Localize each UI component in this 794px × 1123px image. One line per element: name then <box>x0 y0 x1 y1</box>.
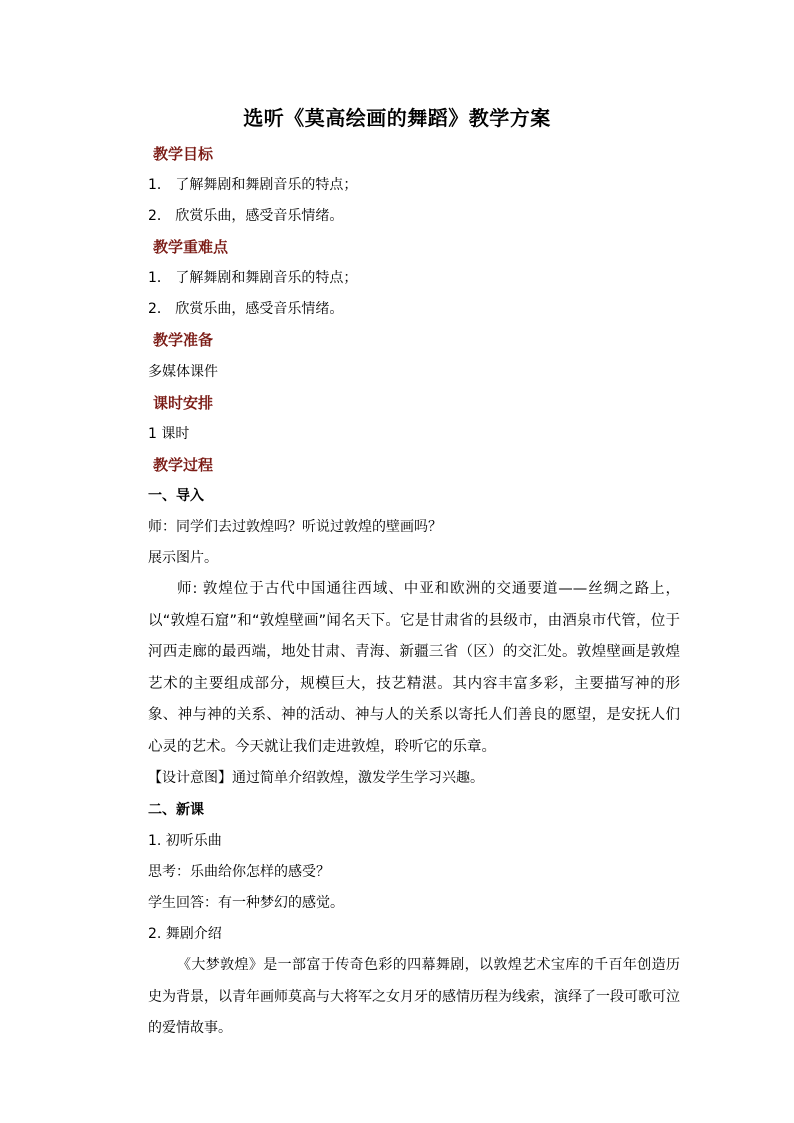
goal-item-1: 1． 了解舞剧和舞剧音乐的特点； <box>148 177 358 193</box>
heading-keypoints: 教学重难点 <box>153 238 229 256</box>
intro-subheading: 一、导入 <box>148 488 204 504</box>
intro-question: 师：同学们去过敦煌吗？听说过敦煌的壁画吗？ <box>148 519 442 535</box>
heading-prep: 教学准备 <box>153 331 214 349</box>
dance-intro-paragraph: 《大梦敦煌》是一部富于传奇色彩的四幕舞剧，以敦煌艺术宝库的千百年创造历史为背景，以青年画师莫高与大将军之女月牙的感情历程为线索，演绎了一段可歌可泣的爱情故事。 <box>148 957 680 1036</box>
section-first-listen: 1. 初听乐曲 <box>148 833 222 849</box>
heading-goals: 教学目标 <box>153 145 214 163</box>
newlesson-subheading: 二、新课 <box>148 802 204 818</box>
document-title: 选听《莫高绘画的舞蹈》教学方案 <box>243 106 551 130</box>
schedule-text: 1 课时 <box>148 426 190 442</box>
keypoint-item-1: 1． 了解舞剧和舞剧音乐的特点； <box>148 270 358 286</box>
keypoint-item-2: 2． 欣赏乐曲，感受音乐情绪。 <box>148 301 344 317</box>
design-intent: 【设计意图】通过简单介绍敦煌，激发学生学习兴趣。 <box>148 770 484 786</box>
section-dance-intro: 2. 舞剧介绍 <box>148 926 222 942</box>
heading-process: 教学过程 <box>153 456 214 474</box>
intro-paragraph: 师: 敦煌位于古代中国通往西域、中亚和欧洲的交通要道——丝绸之路上，以“敦煌石窟”和“敦煌壁画”闻名天下。它是甘肃省的县级市，由酒泉市代管，位于河西走廊的最西端，地处甘肃、青海、新疆三省（区）的交汇处。敦煌壁画是敦煌艺术的主要组成部分，规模巨大，技艺精湛。其内容丰富多彩，主要描写神的形象、神与神的关系、神的活动、神与人的关系以寄托人们善良的愿望，是安抚人们心灵的艺术。今天就让我们走进敦煌，聆听它的乐章。 <box>148 581 680 755</box>
student-answer: 学生回答：有一种梦幻的感觉。 <box>148 895 344 911</box>
heading-schedule: 课时安排 <box>153 394 214 412</box>
think-question: 思考：乐曲给你怎样的感受？ <box>148 864 330 880</box>
intro-show: 展示图片。 <box>148 550 218 566</box>
goal-item-2: 2． 欣赏乐曲，感受音乐情绪。 <box>148 208 344 224</box>
prep-text: 多媒体课件 <box>148 364 218 380</box>
